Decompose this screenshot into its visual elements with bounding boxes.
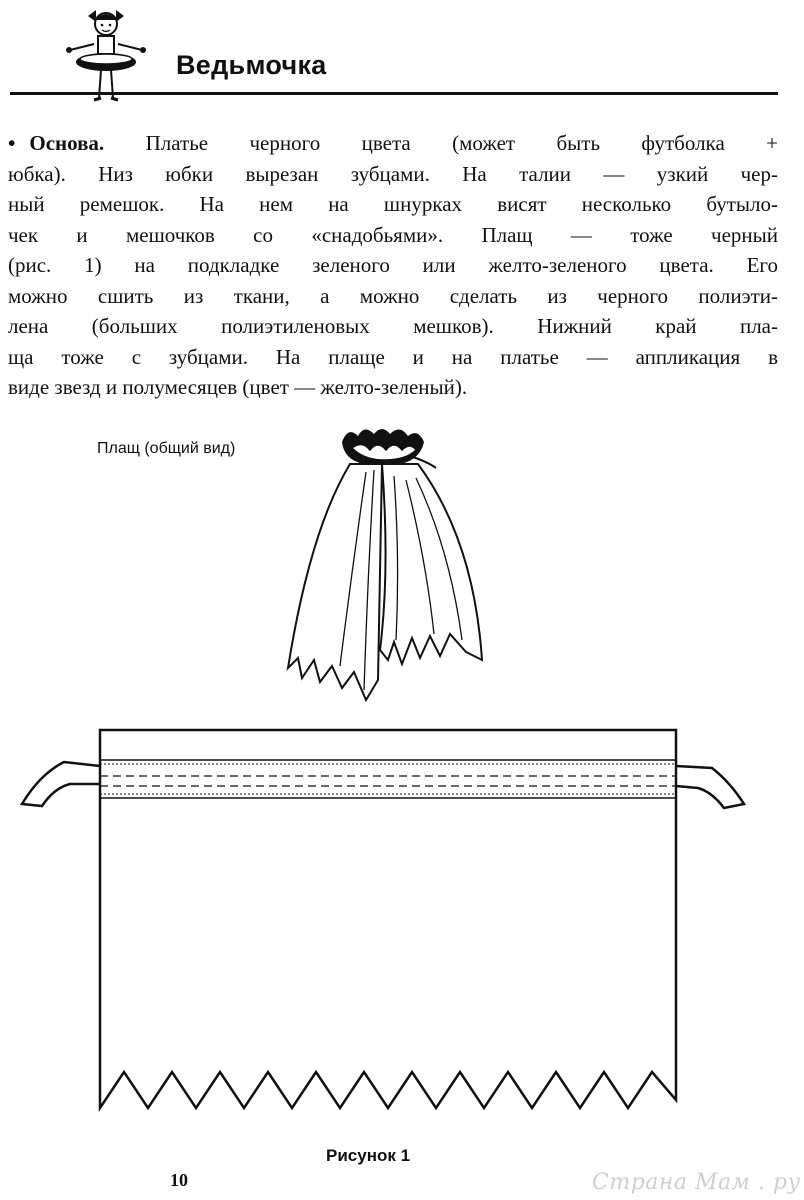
header-divider xyxy=(10,92,778,95)
figure-caption: Рисунок 1 xyxy=(326,1146,411,1165)
page-number: 10 xyxy=(170,1170,188,1190)
text-line: юбка). Низ юбки вырезан зубцами. На талии — узкий чер- xyxy=(8,161,778,186)
body-paragraph xyxy=(8,128,778,403)
cape-illustration xyxy=(270,420,510,710)
text-line: чек и мешочков со «снадобьями». Плащ — тоже черный xyxy=(8,222,778,247)
text-line: виде звезд и полумесяцев (цвет — желто-зеленый). xyxy=(8,375,468,399)
site-watermark: Страна Мам . ру xyxy=(592,1170,801,1195)
text-line: можно сшить из ткани, а можно сделать из черного полиэти- xyxy=(8,283,778,308)
bullet-mark: • xyxy=(8,131,16,155)
page-header xyxy=(0,0,804,110)
text-line: ща тоже с зубцами. На плаще и на платье — аппликация в xyxy=(8,344,778,369)
text-line: ный ремешок. На нем на шнурках висят несколько бутыло- xyxy=(8,192,778,216)
text-line: лена (больших полиэтиленовых мешков). Нижний край пла- xyxy=(8,314,778,338)
text-line-rest: Платье черного цвета (может быть футболка + xyxy=(145,131,779,155)
paragraph-lead: Основа. xyxy=(29,131,105,155)
girl-icon xyxy=(64,6,148,106)
cape-label: Плащ (общий вид) xyxy=(97,440,236,457)
cape-pattern-diagram xyxy=(0,722,804,1142)
page-title: Ведьмочка xyxy=(176,50,327,80)
text-line xyxy=(8,128,778,159)
text-line: (рис. 1) на подкладке зеленого или желто-зеленого цвета. Его xyxy=(8,253,778,277)
